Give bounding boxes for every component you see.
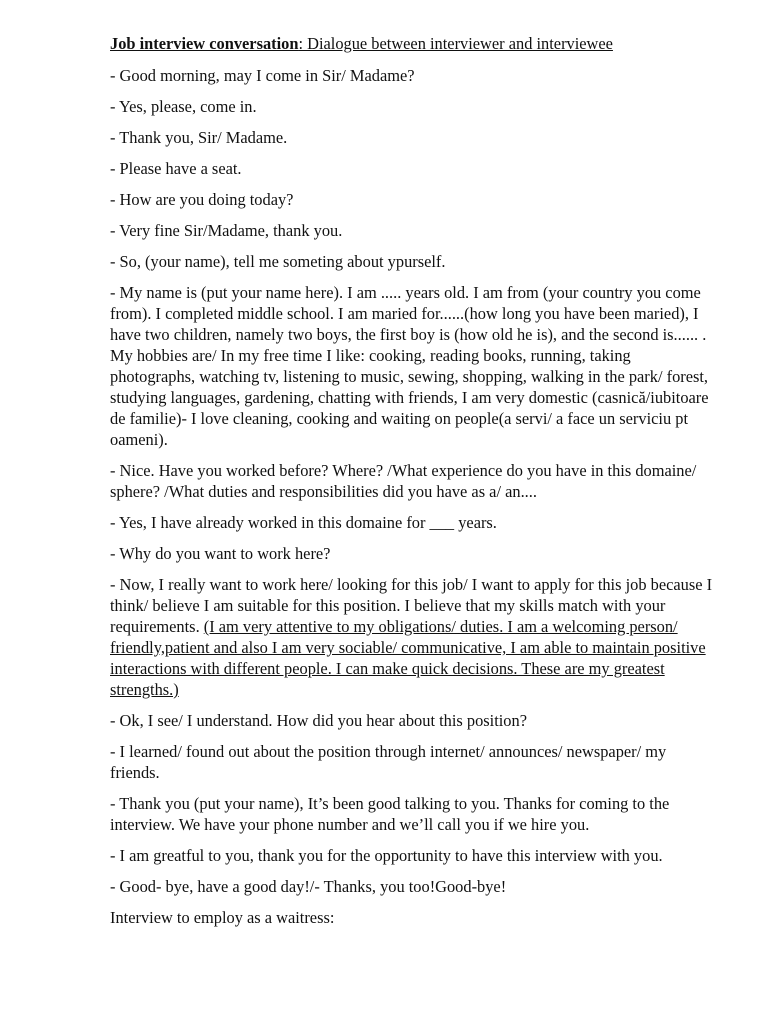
strengths-plain: - Now, I really want to work here/ looking for this job/ I want to apply for this job because I think/ believe I am suitable for this position. I believe that my skills match with your requirements.: [110, 575, 713, 636]
dialogue-line: - Ok, I see/ I understand. How did you hear about this position?: [110, 711, 527, 730]
dialogue-line: - I am greatful to you, thank you for the opportunity to have this interview with you.: [110, 846, 663, 865]
dialogue-line: - How are you doing today?: [110, 190, 294, 209]
document-title: [110, 33, 716, 55]
strengths-underlined: (I am very attentive to my obligations/ duties. I am a welcoming person/ friendly,patient and also I am very sociable/ communicative, I am able to maintain positive interactions with different people. I can make quick decisions. These are my greatest strengths.): [110, 617, 706, 699]
section-heading: Interview to employ as a waitress:: [110, 908, 335, 927]
dialogue-line: - My name is (put your name here). I am ..... years old. I am from (your country you come from). I completed middle school. I am maried for......(how long you have been maried), I have two children, namely two boys, the first boy is (how old he is), and the second is...... . My hobbies are/ In my free time I like: cooking, reading books, running, taking photographs, watching tv, listening to music, sewing, shopping, walking in the park/ forest, studying languages, gardening, chatting with friends, I am very domestic (casnică/iubitoare de familie)- I love cleaning, cooking and waiting on people(a servi/ a face un serviciu pt oameni).: [110, 283, 709, 449]
dialogue-line: - Very fine Sir/Madame, thank you.: [110, 221, 343, 240]
dialogue-line: - Yes, I have already worked in this domaine for ___ years.: [110, 513, 497, 532]
dialogue-line: - Thank you (put your name), It’s been good talking to you. Thanks for coming to the interview. We have your phone number and we’ll call you if we hire you.: [110, 794, 670, 834]
dialogue-line: - So, (your name), tell me someting about ypurself.: [110, 252, 446, 271]
dialogue-line: - Please have a seat.: [110, 159, 242, 178]
dialogue-line: - Thank you, Sir/ Madame.: [110, 128, 288, 147]
dialogue-line: - Good- bye, have a good day!/- Thanks, you too!Good-bye!: [110, 877, 507, 896]
dialogue-line: - Yes, please, come in.: [110, 97, 257, 116]
title-rest: : Dialogue between interviewer and interviewee: [298, 34, 613, 53]
dialogue-line: - I learned/ found out about the position through internet/ announces/ newspaper/ my friends.: [110, 742, 667, 782]
dialogue-line: - Good morning, may I come in Sir/ Madame?: [110, 66, 415, 85]
document-page: [110, 33, 716, 938]
dialogue-line-strengths: [110, 574, 716, 700]
dialogue-line: - Why do you want to work here?: [110, 544, 331, 563]
title-bold: Job interview conversation: [110, 34, 299, 53]
dialogue-line: - Nice. Have you worked before? Where? /What experience do you have in this domaine/ sphere? /What duties and responsibilities did you have as a/ an....: [110, 461, 697, 501]
